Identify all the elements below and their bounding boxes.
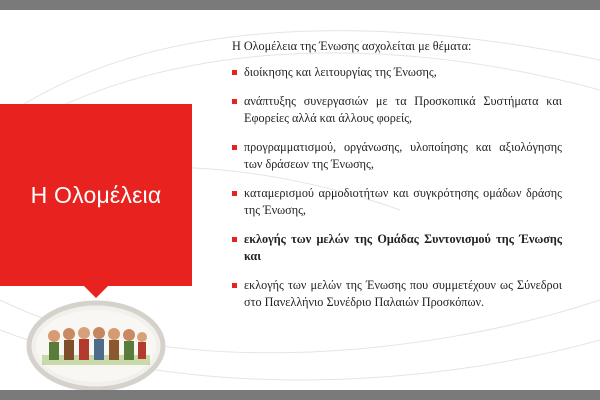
bullet-list	[232, 64, 562, 311]
list-item	[232, 139, 562, 173]
list-item-text: εκλογής των μελών της Ομάδας Συντονισμού της Ένωσης και	[244, 232, 562, 263]
list-item	[232, 93, 562, 127]
intro-text: Η Ολομέλεια της Ένωσης ασχολείται με θέματα:	[232, 39, 472, 53]
list-item-text: προγραμματισμού, οργάνωσης, υλοποίησης και αξιολόγησης των δράσεων της Ένωσης,	[244, 140, 562, 171]
bullet-square-icon	[232, 191, 237, 196]
bullet-square-icon	[232, 70, 237, 75]
bullet-square-icon	[232, 145, 237, 150]
content-block	[232, 38, 562, 323]
bullet-square-icon	[232, 99, 237, 104]
list-item	[232, 231, 562, 265]
list-item	[232, 185, 562, 219]
bullet-square-icon	[232, 283, 237, 288]
slide-title: Η Ολομέλεια	[30, 181, 162, 208]
list-item	[232, 277, 562, 311]
list-item	[232, 64, 562, 81]
title-box	[0, 104, 192, 286]
list-item-text: εκλογής των μελών της Ένωσης που συμμετέχουν ως Σύνεδροι στο Πανελλήνιο Συνέδριο Παλαιών Προσκόπων.	[244, 278, 562, 309]
bottom-bar	[0, 390, 600, 400]
list-item-text: καταμερισμού αρμοδιοτήτων και συγκρότησης ομάδων δράσης της Ένωσης,	[244, 186, 562, 217]
scouts-illustration	[26, 300, 166, 392]
list-item-text: ανάπτυξης συνεργασιών με τα Προσκοπικά Συστήματα και Εφορείες αλλά και άλλους φορείς,	[244, 94, 562, 125]
bullet-square-icon	[232, 237, 237, 242]
list-item-text: διοίκησης και λειτουργίας της Ένωσης,	[244, 65, 437, 79]
